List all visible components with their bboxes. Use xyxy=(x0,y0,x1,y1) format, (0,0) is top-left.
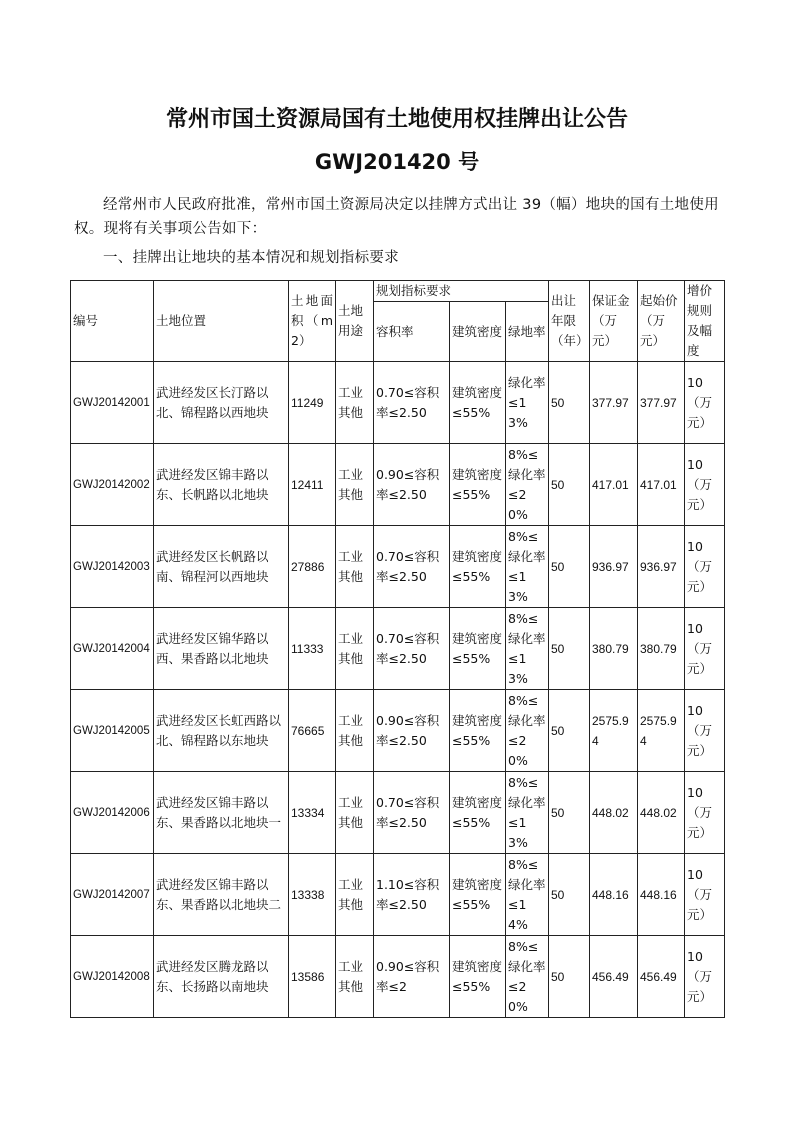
header-increment: 增价规则及幅度 xyxy=(685,281,725,362)
header-green: 绿地率 xyxy=(506,302,549,362)
cell-area: 13338 xyxy=(289,854,336,936)
header-code: 编号 xyxy=(71,281,154,362)
cell-density: 建筑密度≤55% xyxy=(450,362,506,444)
cell-years: 50 xyxy=(549,608,590,690)
cell-increment: 10（万元） xyxy=(685,690,725,772)
cell-code: GWJ20142005 xyxy=(71,690,154,772)
cell-use: 工业其他 xyxy=(336,526,374,608)
cell-use: 工业其他 xyxy=(336,444,374,526)
cell-years: 50 xyxy=(549,854,590,936)
cell-area: 11249 xyxy=(289,362,336,444)
cell-location: 武进经发区锦丰路以东、果香路以北地块二 xyxy=(154,854,289,936)
cell-deposit: 377.97 xyxy=(590,362,638,444)
cell-increment: 10（万元） xyxy=(685,444,725,526)
page-title: 常州市国土资源局国有土地使用权挂牌出让公告 xyxy=(165,107,628,132)
cell-increment: 10（万元） xyxy=(685,608,725,690)
header-years: 出让年限（年） xyxy=(549,281,590,362)
table-row xyxy=(71,526,725,608)
cell-area: 27886 xyxy=(289,526,336,608)
cell-start-price: 417.01 xyxy=(638,444,685,526)
header-location: 土地位置 xyxy=(154,281,289,362)
cell-increment: 10（万元） xyxy=(685,854,725,936)
cell-years: 50 xyxy=(549,936,590,1018)
table-row xyxy=(71,854,725,936)
cell-start-price: 2575.94 xyxy=(638,690,685,772)
cell-code: GWJ20142003 xyxy=(71,526,154,608)
header-deposit: 保证金（万元） xyxy=(590,281,638,362)
cell-location: 武进经发区长汀路以北、锦程路以西地块 xyxy=(154,362,289,444)
cell-density: 建筑密度≤55% xyxy=(450,608,506,690)
cell-use: 工业其他 xyxy=(336,608,374,690)
cell-green: 8%≤绿化率≤13% xyxy=(506,608,549,690)
cell-deposit: 380.79 xyxy=(590,608,638,690)
cell-density: 建筑密度≤55% xyxy=(450,444,506,526)
cell-green: 8%≤绿化率≤13% xyxy=(506,526,549,608)
cell-increment: 10（万元） xyxy=(685,362,725,444)
cell-use: 工业其他 xyxy=(336,936,374,1018)
header-planning-group: 规划指标要求 xyxy=(374,281,549,302)
cell-deposit: 456.49 xyxy=(590,936,638,1018)
cell-code: GWJ20142007 xyxy=(71,854,154,936)
cell-deposit: 448.16 xyxy=(590,854,638,936)
cell-green: 绿化率≤13% xyxy=(506,362,549,444)
header-density: 建筑密度 xyxy=(450,302,506,362)
cell-far: 0.70≤容积率≤2.50 xyxy=(374,608,450,690)
cell-years: 50 xyxy=(549,690,590,772)
cell-deposit: 448.02 xyxy=(590,772,638,854)
cell-location: 武进经发区长虹西路以北、锦程路以东地块 xyxy=(154,690,289,772)
cell-far: 0.90≤容积率≤2 xyxy=(374,936,450,1018)
cell-start-price: 936.97 xyxy=(638,526,685,608)
cell-years: 50 xyxy=(549,772,590,854)
cell-area: 76665 xyxy=(289,690,336,772)
cell-code: GWJ20142006 xyxy=(71,772,154,854)
cell-use: 工业其他 xyxy=(336,854,374,936)
land-parcel-table xyxy=(70,280,725,1018)
cell-code: GWJ20142004 xyxy=(71,608,154,690)
cell-code: GWJ20142008 xyxy=(71,936,154,1018)
cell-green: 8%≤绿化率≤20% xyxy=(506,690,549,772)
table-row xyxy=(71,936,725,1018)
cell-far: 0.90≤容积率≤2.50 xyxy=(374,444,450,526)
cell-density: 建筑密度≤55% xyxy=(450,690,506,772)
cell-area: 12411 xyxy=(289,444,336,526)
cell-increment: 10（万元） xyxy=(685,526,725,608)
header-area: 土地面积（m2） xyxy=(289,281,336,362)
table-body xyxy=(71,281,725,1018)
cell-years: 50 xyxy=(549,444,590,526)
cell-density: 建筑密度≤55% xyxy=(450,936,506,1018)
table-row xyxy=(71,362,725,444)
cell-start-price: 448.02 xyxy=(638,772,685,854)
cell-location: 武进经发区锦华路以西、果香路以北地块 xyxy=(154,608,289,690)
cell-code: GWJ20142002 xyxy=(71,444,154,526)
cell-far: 1.10≤容积率≤2.50 xyxy=(374,854,450,936)
cell-area: 13586 xyxy=(289,936,336,1018)
section-heading: 一、挂牌出让地块的基本情况和规划指标要求 xyxy=(103,250,399,266)
table-row xyxy=(71,690,725,772)
cell-area: 11333 xyxy=(289,608,336,690)
header-start-price: 起始价（万元） xyxy=(638,281,685,362)
cell-location: 武进经发区腾龙路以东、长扬路以南地块 xyxy=(154,936,289,1018)
cell-start-price: 377.97 xyxy=(638,362,685,444)
cell-density: 建筑密度≤55% xyxy=(450,772,506,854)
cell-use: 工业其他 xyxy=(336,772,374,854)
cell-deposit: 417.01 xyxy=(590,444,638,526)
cell-area: 13334 xyxy=(289,772,336,854)
cell-far: 0.70≤容积率≤2.50 xyxy=(374,362,450,444)
cell-increment: 10（万元） xyxy=(685,936,725,1018)
cell-green: 8%≤绿化率≤13% xyxy=(506,772,549,854)
cell-use: 工业其他 xyxy=(336,690,374,772)
header-use: 土地用途 xyxy=(336,281,374,362)
table-row xyxy=(71,444,725,526)
cell-green: 8%≤绿化率≤20% xyxy=(506,936,549,1018)
cell-density: 建筑密度≤55% xyxy=(450,526,506,608)
cell-far: 0.90≤容积率≤2.50 xyxy=(374,690,450,772)
intro-paragraph: 经常州市人民政府批准，常州市国土资源局决定以挂牌方式出让 39（幅）地块的国有土地使用权。现将有关事项公告如下： xyxy=(74,197,719,237)
cell-far: 0.70≤容积率≤2.50 xyxy=(374,772,450,854)
cell-density: 建筑密度≤55% xyxy=(450,854,506,936)
cell-use: 工业其他 xyxy=(336,362,374,444)
announcement-number: GWJ201420 号 xyxy=(314,150,480,174)
cell-deposit: 936.97 xyxy=(590,526,638,608)
cell-location: 武进经发区锦丰路以东、果香路以北地块一 xyxy=(154,772,289,854)
cell-years: 50 xyxy=(549,362,590,444)
cell-increment: 10（万元） xyxy=(685,772,725,854)
cell-years: 50 xyxy=(549,526,590,608)
cell-start-price: 456.49 xyxy=(638,936,685,1018)
cell-start-price: 448.16 xyxy=(638,854,685,936)
cell-green: 8%≤绿化率≤20% xyxy=(506,444,549,526)
header-far: 容积率 xyxy=(374,302,450,362)
table-header-row xyxy=(71,281,725,302)
cell-location: 武进经发区长帆路以南、锦程河以西地块 xyxy=(154,526,289,608)
table-row xyxy=(71,772,725,854)
cell-code: GWJ20142001 xyxy=(71,362,154,444)
cell-deposit: 2575.94 xyxy=(590,690,638,772)
cell-start-price: 380.79 xyxy=(638,608,685,690)
cell-far: 0.70≤容积率≤2.50 xyxy=(374,526,450,608)
cell-location: 武进经发区锦丰路以东、长帆路以北地块 xyxy=(154,444,289,526)
cell-green: 8%≤绿化率≤14% xyxy=(506,854,549,936)
table-row xyxy=(71,608,725,690)
